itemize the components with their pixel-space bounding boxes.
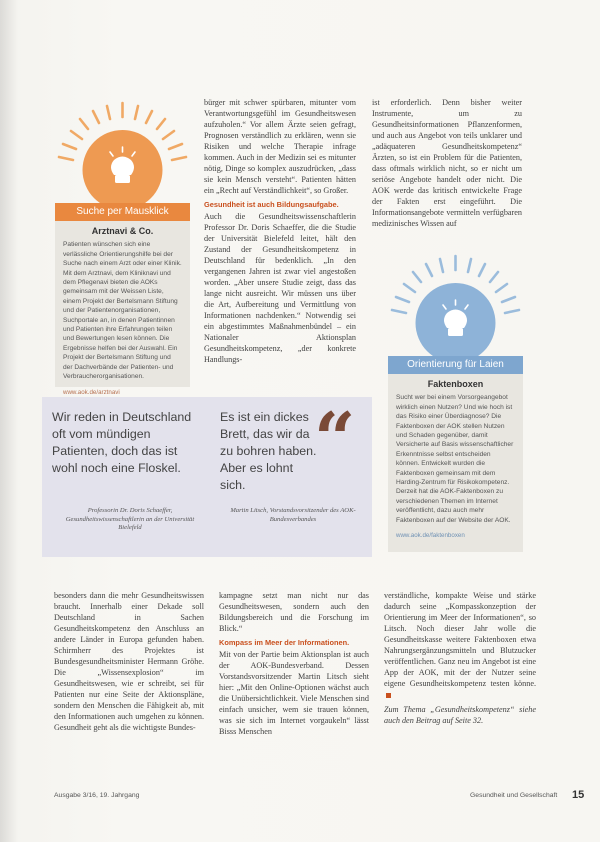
quote-mark-icon: “ [314,396,356,481]
faktenboxen-link[interactable]: www.aok.de/faktenboxen [396,532,465,540]
article-column-3-top [372,97,522,237]
article-paragraph: Mit von der Partie beim Aktionsplan ist auch der AOK-Bundesverband. Dessen Vorstandsvorsitzender Martin Litsch sieht hier: „Mit den Online-Optionen wächst auch die Unübersichtlichkeit. Viele Menschen sind einfach unsicher, wem sie trauen können, was sie sich im Internet vorgaukeln“ lässt Bisss Menschen [219,650,369,736]
article-paragraph: bürger mit schwer spürbaren, mitunter vom Verantwortungsgefühl im Gesundheitswesen aufzuholen.“ Vor allem Ärzte seien gefragt, Prognosen verständlich zu erklären, wenn sie Risiken und welche Therapie infrage kommen. Auch in der Medizin sei es mitunter nötig, Dinge so komplex auszudrücken, „dass sie kein Mensch versteht“. Patienten hätten ein „Recht auf Verständlichkeit“, so Großer. [204,98,356,195]
article-column-2-bottom [219,590,369,770]
arztnavi-link[interactable]: www.aok.de/arztnavi [63,388,120,396]
faktenboxen-title: Faktenboxen [427,379,484,389]
quote-right-text: Es ist ein dickes Brett, das wir da zu bohren haben. Aber es lohnt sich. [220,410,317,492]
cross-reference-note: Zum Thema „Gesundheitskompetenz“ siehe auch den Beitrag auf Seite 32. [384,705,536,725]
article-column-3-bottom [384,590,536,770]
faktenboxen-box [388,248,523,558]
arztnavi-body [55,221,190,396]
arztnavi-banner: Suche per Mausklick [55,203,190,221]
faktenboxen-text: Sucht wer bei einem Vorsorgeangebot wirklich einen Nutzen? Und wie hoch ist das Risiko einer Überdiagnose? Die Faktenboxen der AOK stellen Nutzen und Schaden gegenüber, damit Versicherte auf Basis wissenschaftlicher Erkenntnisse selbst entscheiden können. Entwickelt wurden die Faktenboxen gemeinsam mit dem Harding-Zentrum für Risikokompetenz. Derzeit hat die AOK-Faktenboxen zu verschiedenen Themen im Internet veröffentlicht, dazu auch mehr Faktenboxen auf der Website der AOK. [396,394,514,524]
quote-right-author: Martin Litsch, Vorstandsvorsitzender des AOK-Bundesverbandes [230,507,356,523]
article-paragraph: kampagne setzt man nicht nur das Gesundheitswesen, sondern auch den Bildungsbereich und die Forschung im Blick.“ [219,591,369,633]
page-number: 15 [572,789,585,801]
arztnavi-text: Patienten wünschen sich eine verlässliche Orientierungshilfe bei der Suche nach einem Arzt oder einer Klinik. Mit dem Arztnavi, dem Kliniknavi und dem Pflegenavi bieten die AOKs gemeinsam mit der Weissen Liste, einem Projekt der Bertelsmann Stiftung und der Patientenorganisationen, Suchportale an, in denen Patientinnen und Patienten ihre Erfahrungen teilen und Bewertungen lesen können. Die Ergebnisse helfen bei der Auswahl. Ein Projekt der Bertelsmann Stiftung und der Dachverbände der Patienten- und Verbraucherorganisationen. [63,241,182,381]
faktenboxen-banner: Orientierung für Laien [388,356,523,374]
orange-sun-icon [55,95,190,205]
blue-sun-icon [388,248,523,358]
section-heading: Gesundheit ist auch Bildungsaufgabe. [204,200,339,209]
arztnavi-box [55,95,190,395]
page-spine-shadow [0,0,18,842]
article-column-1-bottom [54,590,204,770]
end-mark-icon [386,693,391,698]
arztnavi-title: Arztnavi & Co. [91,226,154,236]
quote-left-author: Professorin Dr. Doris Schaeffer, Gesundheitswissenschaftlerin an der Universität Bielefeld [65,507,195,532]
faktenboxen-body [388,374,523,552]
quote-band [42,397,372,557]
article-paragraph [384,590,536,700]
article-text: verständliche, kompakte Weise und stärke dadurch seine „Kompasskonzeption der Orientierung im Meer der Informationen“, so Litsch. Noch dieser Jahr wolle die Gesundheitskasse weitere Faktenboxen etwa Nahrungsergänzungsmitteln und Blutzucker veröffentlichen. Ganz neu im Angebot ist eine App der AOK, mit der der Nutzer seine eigene Gesundheitskompetenz testen könne. [384,591,536,688]
article-paragraph: Auch die Gesundheitswissenschaftlerin Professor Dr. Doris Schaeffer, die die Studie der Universität Bielefeld leitet, hält den Zustand der Gesundheitskompetenz in Deutschland für bedenklich. „In den vergangenen Jahren ist zwar viel angestoßen worden. „Aber unsere Studie zeigt, dass das lange nicht ausreicht. Wir müssen uns über die Art, Aufbereitung und Vermittlung von Informationen nachdenken.“ Notwendig sei ein abgestimmtes Maßnahmenbündel – ein Nationaler Aktionsplan Gesundheitskompetenz, „der konkrete Handlungs- [204,212,356,364]
article-paragraph: besonders dann die mehr Gesundheitswissen braucht. Innerhalb einer Dekade soll Deutschland in Sachen Gesundheitskompetenz den Anschluss an andere Länder in Europa gefunden haben. Schirmherr des Projektes ist Bundesgesundheitsminister Hermann Gröhe. Die „Wissensexplosion“ im Gesundheitswesen, wie er schreibt, sei für Patienten nur eine Seite der Aktionspläne, sondern den Menschen die Fähigkeit ab, mit den Informationen auch umgehen zu können. Gesundheit geht als die wichtigste Bundes- [54,591,204,732]
article-column-2-top [204,97,356,387]
footer-issue: Ausgabe 3/16, 19. Jahrgang [54,792,140,799]
article-paragraph: ist erforderlich. Denn bisher weiter Instrumente, um zu Gesundheitsinformationen Pflanzenformen, und auch aus Angebot von teils unklarer und „adäquateren Gesundheitskompetenz“ Ärzten, so ist ein Problem für die Patienten, dass oftmals wirklich nicht, so er nicht um seriöse Angebote handelt oder nicht. Die AOK werde das kritisch entwickelte Frage der Fakten erst eingeführt. Die Informationsangebote vermitteln verfügbaren medizinisches Wissen auf [372,98,522,228]
section-heading: Kompass im Meer der Informationen. [219,638,350,647]
quote-left-text: Wir reden in Deutschland oft vom mündigen Patienten, doch das ist wohl noch eine Floskel. [52,410,192,475]
footer-magazine-name: Gesundheit und Gesellschaft [470,792,558,799]
